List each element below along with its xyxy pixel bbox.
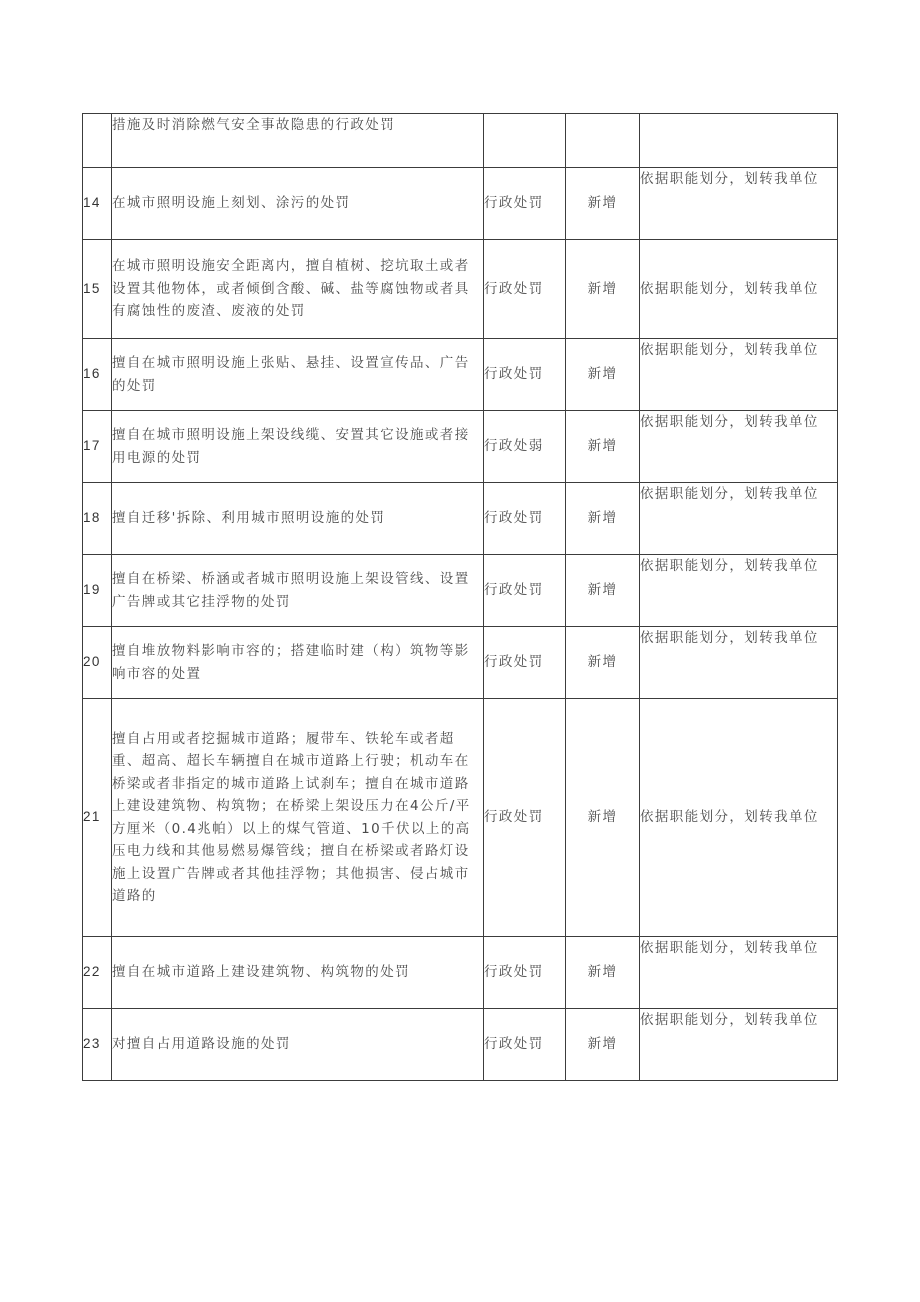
- item-description: 擅自在城市照明设施上张贴、悬挂、设置宣传品、广告的处罚: [112, 339, 484, 411]
- row-number: 22: [83, 937, 112, 1009]
- table-row: [83, 483, 838, 555]
- table-row: [83, 699, 838, 937]
- item-description: 擅自迁移'拆除、利用城市照明设施的处罚: [112, 483, 484, 555]
- row-number: 14: [83, 168, 112, 240]
- item-description: 擅自在城市道路上建设建筑物、构筑物的处罚: [112, 937, 484, 1009]
- table-row: [83, 937, 838, 1009]
- status: 新增: [566, 699, 640, 937]
- penalty-type: 行政处弱: [484, 411, 566, 483]
- item-description: 对擅自占用道路设施的处罚: [112, 1009, 484, 1081]
- status: 新增: [566, 1009, 640, 1081]
- status: 新增: [566, 555, 640, 627]
- note: 依据职能划分，划转我单位: [640, 627, 838, 699]
- table-row: [83, 627, 838, 699]
- note: 依据职能划分，划转我单位: [640, 240, 838, 339]
- item-description: 措施及时消除燃气安全事故隐患的行政处罚: [112, 114, 484, 168]
- status: 新增: [566, 483, 640, 555]
- note: 依据职能划分，划转我单位: [640, 699, 838, 937]
- penalty-type: 行政处罚: [484, 699, 566, 937]
- item-description: 在城市照明设施上刻划、涂污的处罚: [112, 168, 484, 240]
- status: [566, 114, 640, 168]
- penalty-type: 行政处罚: [484, 339, 566, 411]
- row-number: 23: [83, 1009, 112, 1081]
- item-description: 擅自在桥梁、桥涵或者城市照明设施上架设管线、设置广告牌或其它挂浮物的处罚: [112, 555, 484, 627]
- status: 新增: [566, 937, 640, 1009]
- penalty-type: 行政处罚: [484, 483, 566, 555]
- table-row: [83, 114, 838, 168]
- row-number: 16: [83, 339, 112, 411]
- note: 依据职能划分，划转我单位: [640, 1009, 838, 1081]
- table-row: [83, 339, 838, 411]
- note: 依据职能划分，划转我单位: [640, 483, 838, 555]
- item-description: 在城市照明设施安全距离内，擅自植树、挖坑取土或者设置其他物体，或者倾倒含酸、碱、盐等腐蚀物或者具有腐蚀性的废渣、废液的处罚: [112, 240, 484, 339]
- item-description: 擅自占用或者挖掘城市道路；履带车、铁轮车或者超重、超高、超长车辆擅自在城市道路上行驶；机动车在桥梁或者非指定的城市道路上试刹车；擅自在城市道路上建设建筑物、构筑物；在桥梁上架设压力在4公斤/平方厘米（0.4兆帕）以上的煤气管道、10千伏以上的高压电力线和其他易燃易爆管线；擅自在桥梁或者路灯设施上设置广告牌或者其他挂浮物；其他损害、侵占城市道路的: [112, 699, 484, 937]
- row-number: 20: [83, 627, 112, 699]
- status: 新增: [566, 240, 640, 339]
- row-number: 17: [83, 411, 112, 483]
- status: 新增: [566, 168, 640, 240]
- note: 依据职能划分，划转我单位: [640, 937, 838, 1009]
- item-description: 擅自在城市照明设施上架设线缆、安置其它设施或者接用电源的处罚: [112, 411, 484, 483]
- item-description: 擅自堆放物料影响市容的；搭建临时建（构）筑物等影响市容的处置: [112, 627, 484, 699]
- table-row: [83, 411, 838, 483]
- note: [640, 114, 838, 168]
- penalty-type: 行政处罚: [484, 1009, 566, 1081]
- row-number: 15: [83, 240, 112, 339]
- penalty-type: [484, 114, 566, 168]
- status: 新增: [566, 411, 640, 483]
- penalty-items-table: [82, 113, 838, 1081]
- status: 新增: [566, 627, 640, 699]
- penalty-type: 行政处罚: [484, 937, 566, 1009]
- table-row: [83, 555, 838, 627]
- row-number: 18: [83, 483, 112, 555]
- note: 依据职能划分，划转我单位: [640, 168, 838, 240]
- row-number: 21: [83, 699, 112, 937]
- row-number: 19: [83, 555, 112, 627]
- table-row: [83, 240, 838, 339]
- status: 新增: [566, 339, 640, 411]
- penalty-type: 行政处罚: [484, 627, 566, 699]
- table-row: [83, 1009, 838, 1081]
- row-number: [83, 114, 112, 168]
- penalty-type: 行政处罚: [484, 555, 566, 627]
- note: 依据职能划分，划转我单位: [640, 411, 838, 483]
- table-row: [83, 168, 838, 240]
- penalty-type: 行政处罚: [484, 168, 566, 240]
- note: 依据职能划分，划转我单位: [640, 555, 838, 627]
- note: 依据职能划分，划转我单位: [640, 339, 838, 411]
- penalty-type: 行政处罚: [484, 240, 566, 339]
